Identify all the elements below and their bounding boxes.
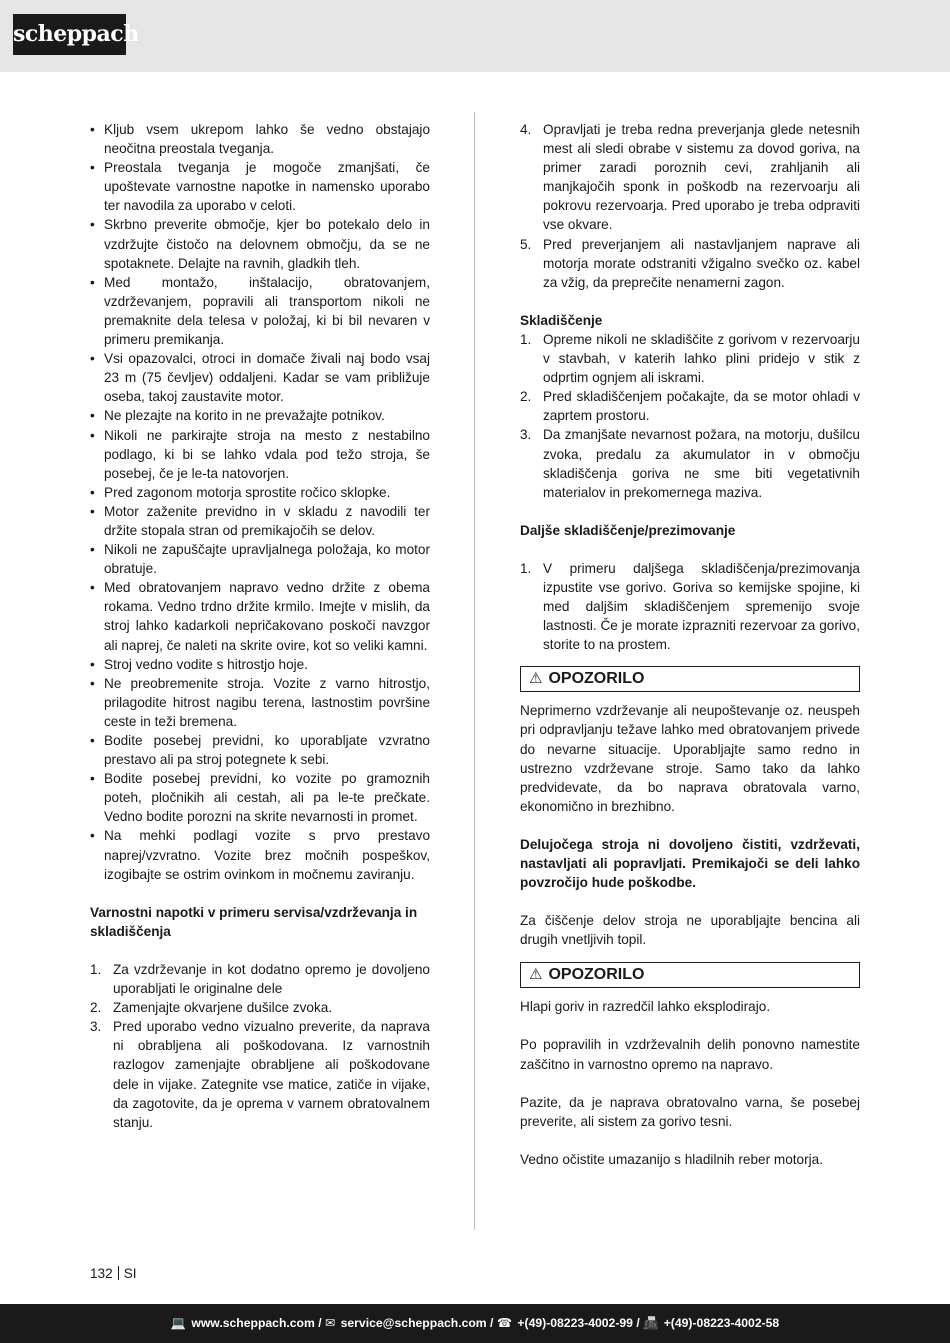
fax-icon: 📠 xyxy=(643,1316,659,1330)
bullet-item: • Kljub vsem ukrepom lahko še vedno obstajajo neočitna preostala tveganja. xyxy=(90,120,430,158)
warning-box xyxy=(520,962,860,988)
bullet-item: • Bodite posebej previdni, ko uporabljate vzvratno prestavo ali pa stroj potegnete k sebi. xyxy=(90,731,430,769)
long-storage-heading: Daljše skladiščenje/prezimovanje xyxy=(520,522,736,538)
list-item: 3. Pred uporabo vedno vizualno preverite, da naprava ni obrabljena ali poškodovana. Iz varnostnih razlogov zamenjajte obrabljene ali poškodovane dele in vijake. Zategnite vse matice, zatiče in vijake, da zagotovite, da je oprema v varnem obratovalnem stanju. xyxy=(90,1019,430,1130)
warning-title: OPOZORILO xyxy=(548,670,645,688)
list-item: 5. Pred preverjanjem ali nastavljanjem naprave ali motorja morate odstraniti vžigalno svečko oz. kabel za vžig, da preprečite nenamerni zagon. xyxy=(520,236,860,290)
bullet-item: • Med montažo, inštalacijo, obratovanjem, vzdrževanjem, popravili ali transportom nikoli ne premaknite dela telesa v položaj, ki bi bil nevaren v primeru premikanja. xyxy=(90,273,430,349)
bullet-item: • Nikoli ne zapuščajte upravljalnega položaja, ko motor obratuje. xyxy=(90,540,430,578)
bold-safety-note: Delujočega stroja ni dovoljeno čistiti, vzdrževati, nastavljati ali popravljati. Premikajoči se deli lahko povzročijo hude poškodbe. xyxy=(520,836,860,891)
list-item: 1. Opreme nikoli ne skladiščite z gorivom v rezervoarju v stavbah, v katerih lahko plini pridejo v stik z odprtim ognjem ali iskrami. xyxy=(520,331,860,386)
storage-list xyxy=(520,330,860,502)
bullet-item: • Stroj vedno vodite s hitrostjo hoje. xyxy=(90,655,430,674)
bullet-item: • Preostala tveganja je mogoče zmanjšati, če upoštevate varnostne napotke in namensko uporabo ter navodila za uporabo v celoti. xyxy=(90,158,430,215)
phone-number: +(49)-08223-4002-99 xyxy=(517,1316,633,1330)
list-item: 2. Zamenjajte okvarjene dušilce zvoka. xyxy=(90,1000,333,1016)
page-header xyxy=(0,0,950,72)
list-item: 2. Pred skladiščenjem počakajte, da se motor ohladi v zaprtem prostoru. xyxy=(520,389,860,424)
mail-icon: ✉ xyxy=(325,1316,336,1330)
service-list xyxy=(90,960,430,1132)
bullet-item: • Bodite posebej previdni, ko vozite po gramoznih poteh, pločnikih ali cestah, ali pa le-te prečkate. Vedno bodite porozni na skrite nevarnosti in promet. xyxy=(90,769,430,826)
computer-icon: 💻 xyxy=(170,1316,186,1330)
long-storage-list xyxy=(520,559,860,654)
service-list-continued xyxy=(520,120,860,292)
warning-text: Neprimerno vzdrževanje ali neupoštevanje oz. neuspeh pri odpravljanju težave lahko med obratovanjem privede do nevarne situacije. Uporabljajte samo redno in ustrezno vzdrževane stroje. Samo tako da lahko predvidevate, da bo naprava obratovala varno, ekonomično in brezhibno. xyxy=(520,703,860,814)
warning-text: Hlapi goriv in razredčil lahko eksplodirajo. xyxy=(520,999,771,1015)
page-footer: 💻 www.scheppach.com / ✉ service@scheppach.com / ☎ +(49)-08223-4002-99 / 📠 +(49)-08223-4002-58 xyxy=(0,1304,950,1343)
list-item: 1. V primeru daljšega skladiščenja/prezimovanja izpustite vse gorivo. Goriva so kemijske spojine, ki med daljšim skladiščenjem spremenijo svoje lastnosti. Če je morate izprazniti rezervoar za gorivo, storite to na prostem. xyxy=(520,560,860,653)
note-text: Pazite, da je naprava obratovalno varna, še posebej preverite, ali sistem za gorivo tesni. xyxy=(520,1094,860,1129)
bullet-item: • Motor zaženite previdno in v skladu z navodili ter držite stopala stran od premikajočih se delov. xyxy=(90,502,430,540)
scheppach-logo: scheppach xyxy=(13,14,126,55)
bullet-item: • Ne preobremenite stroja. Vozite z varno hitrostjo, prilagodite hitrost nagibu terena, lastnostim površine ceste in teži bremena. xyxy=(90,674,430,731)
warning-title: OPOZORILO xyxy=(548,966,645,984)
cleaning-note: Za čiščenje delov stroja ne uporabljajte bencina ali drugih vnetljivih topil. xyxy=(520,913,860,948)
bullet-item: • Nikoli ne parkirajte stroja na mesto z nestabilno podlago, ki bi se lahko vdala pod težo stroja, še posebej, če je le-ta natovorjen. xyxy=(90,426,430,483)
list-item: 4. Opravljati je treba redna preverjanja glede netesnih mest ali sledi obrabe v sistemu za dovod goriva, na primer zaradi poroznih cevi, zrahljanih ali manjkajočih sponk in poškodb na rezervoarju ali pokrovu rezervoarja. Pred uporabo je treba odpraviti vse okvare. xyxy=(520,122,860,233)
left-column xyxy=(90,120,430,1132)
column-divider xyxy=(474,112,475,1230)
storage-heading: Skladiščenje xyxy=(520,312,603,328)
bullet-item: • Pred zagonom motorja sprostite ročico sklopke. xyxy=(90,483,430,502)
bullet-item: • Na mehki podlagi vozite s prvo prestavo naprej/vzvratno. Vozite brez močnih pospeškov, izogibajte se ostrim ovinkom in močnemu zaviranju. xyxy=(90,826,430,883)
list-item: 3. Da zmanjšate nevarnost požara, na motorju, dušilcu zvoka, predalu za akumulator in v območju skladiščenja goriva ne sme biti vegetativnih materialov in prekomernega maziva. xyxy=(520,427,860,500)
email-link[interactable]: service@scheppach.com xyxy=(340,1316,487,1330)
bullet-item: • Vsi opazovalci, otroci in domače živali naj bodo vsaj 23 m (75 čevljev) oddaljeni. Kadar se vam približuje oseba, takoj zaustavite motor. xyxy=(90,349,430,406)
note-text: Po popravilih in vzdrževalnih delih ponovno namestite zaščitno in varnostno opremo na napravo. xyxy=(520,1037,860,1072)
bullet-item: • Med obratovanjem napravo vedno držite z obema rokama. Vedno trdno držite krmilo. Imejte v mislih, da stroj lahko kadarkoli nepričakovano poskoči navzgor ali naprej, če naleti na skrite ovire, kot so veliki kamni. xyxy=(90,578,430,654)
bullet-item: • Ne plezajte na korito in ne prevažajte potnikov. xyxy=(90,406,430,425)
list-item: 1. Za vzdrževanje in kot dodatno opremo je dovoljeno uporabljati le originalne dele xyxy=(90,961,430,997)
fax-number: +(49)-08223-4002-58 xyxy=(663,1316,780,1330)
website-link[interactable]: www.scheppach.com xyxy=(191,1316,315,1330)
warning-icon: ⚠ xyxy=(529,966,543,984)
warning-box xyxy=(520,666,860,692)
bullet-item: • Skrbno preverite območje, kjer bo potekalo delo in vzdržujte čistočo na delovnem območju, da se ne spotaknete. Delajte na ravnih, gladkih tleh. xyxy=(90,215,430,272)
service-heading: Varnostni napotki v primeru servisa/vzdrževanja in skladiščenja xyxy=(90,904,418,939)
warning-icon: ⚠ xyxy=(529,670,543,688)
safety-bullet-list xyxy=(90,120,430,884)
note-text: Vedno očistite umazanijo s hladilnih reber motorja. xyxy=(520,1151,824,1167)
right-column xyxy=(520,120,860,1169)
phone-icon: ☎ xyxy=(496,1316,513,1330)
page-number: 132 SI xyxy=(90,1266,137,1281)
